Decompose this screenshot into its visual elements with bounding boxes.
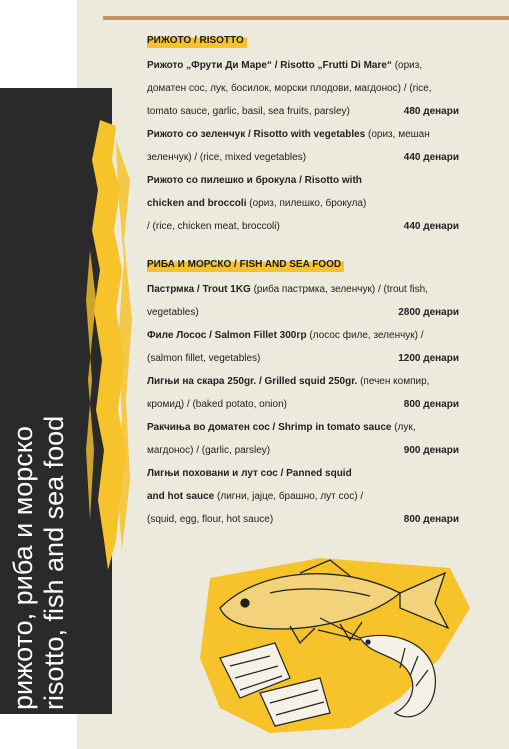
item-name: Рижото „Фрути Ди Маре“ / Risotto „Frutti Di Mare“ (147, 60, 392, 71)
side-title (8, 70, 70, 710)
menu-content (147, 28, 459, 531)
item-desc: зеленчук) / (rice, mixed vegetables) (147, 152, 307, 163)
menu-item (147, 54, 459, 123)
item-price: 440 денари (403, 221, 459, 232)
item-name: chicken and broccoli (147, 198, 247, 209)
section-heading: РИЖОТО / RISOTTO (147, 32, 247, 50)
item-desc: / (rice, chicken meat, broccoli) (147, 221, 280, 232)
item-name: Филе Лосос / Salmon Fillet 300гр (147, 330, 307, 341)
item-price: 800 денари (403, 514, 459, 525)
yellow-brush-stroke (86, 120, 134, 570)
item-name: Ракчиња во доматен сос / Shrimp in tomato sauce (147, 422, 392, 433)
item-desc: (риба пастрмка, зеленчук) / (trout fish, (250, 284, 428, 295)
menu-item (147, 278, 459, 324)
item-desc: магдонос) / (garlic, parsley) (147, 445, 271, 456)
item-price: 440 денари (403, 152, 459, 163)
item-price: 480 денари (403, 106, 459, 117)
item-name: Рижото со зеленчук / Risotto with vegetables (147, 129, 366, 140)
item-price: 900 денари (403, 445, 459, 456)
item-desc: доматен сос, лук, босилок, морски плодови, магдонос) / (rice, (147, 83, 432, 94)
item-name: Пастрмка / Trout 1KG (147, 284, 251, 295)
menu-item (147, 416, 459, 462)
section-heading: РИБА И МОРСКО / FISH AND SEA FOOD (147, 256, 344, 274)
item-desc: (ориз, (391, 60, 423, 71)
item-desc: (лигни, јајце, брашно, лут сос) / (214, 491, 364, 502)
seafood-illustration (200, 548, 480, 738)
item-desc: кромид) / (baked potato, onion) (147, 399, 287, 410)
item-price: 2800 денари (398, 307, 459, 318)
item-name: Рижото со пилешко и брокула / Risotto with (147, 175, 362, 186)
menu-item (147, 324, 459, 370)
item-price: 800 денари (403, 399, 459, 410)
item-desc: (salmon fillet, vegetables) (147, 353, 261, 364)
item-desc: (печен компир, (357, 376, 430, 387)
item-desc: (лосос филе, зеленчук) / (306, 330, 424, 341)
item-desc: tomato sauce, garlic, basil, sea fruits, parsley) (147, 106, 350, 117)
item-desc: (squid, egg, flour, hot sauce) (147, 514, 274, 525)
item-name: and hot sauce (147, 491, 215, 502)
item-desc: vegetables) (147, 307, 199, 318)
menu-item (147, 169, 459, 238)
section-risotto (147, 28, 459, 238)
menu-item (147, 370, 459, 416)
side-title-line-1: рижото, риба и морско (8, 426, 38, 710)
side-title-line-2: risotto, fish and sea food (39, 415, 69, 710)
item-price: 1200 денари (398, 353, 459, 364)
item-desc: (ориз, пилешко, брокула) (246, 198, 367, 209)
item-desc: (лук, (391, 422, 416, 433)
top-divider (103, 16, 509, 20)
section-fish-seafood (147, 252, 459, 531)
item-name: Лигњи на скара 250gr. / Grilled squid 250gr. (147, 376, 358, 387)
item-desc: (ориз, мешан (365, 129, 430, 140)
menu-item (147, 462, 459, 531)
menu-item (147, 123, 459, 169)
item-name: Лигњи поховани и лут сос / Panned squid (147, 468, 352, 479)
